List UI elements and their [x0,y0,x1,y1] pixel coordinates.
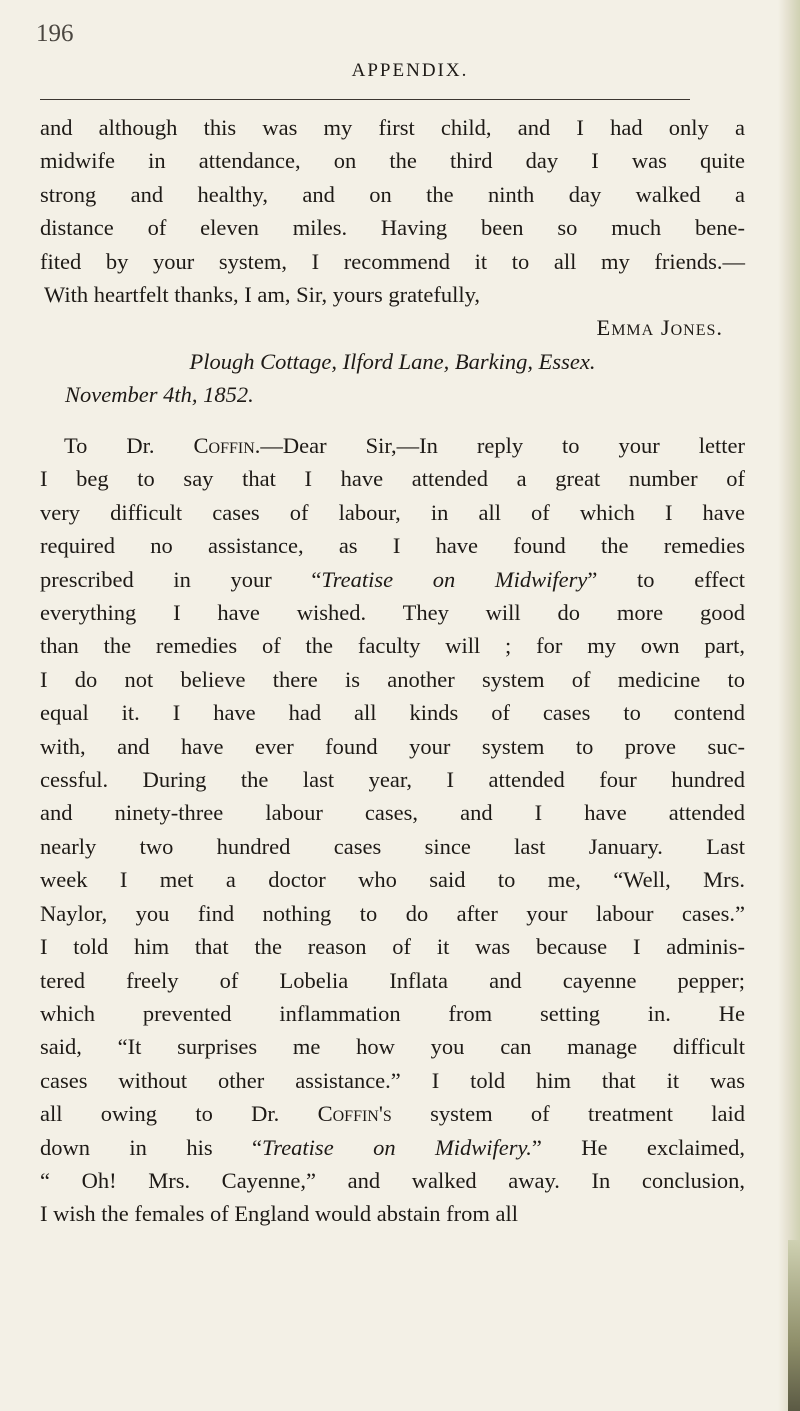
page-edge-stain [788,1240,800,1411]
text-fragment: down in his “ [40,1134,262,1160]
text-line: midwife in attendance, on the third day I was quite [40,148,745,174]
signature: Emma Jones. [596,315,723,341]
text-line: which prevented inflammation from setting in. He [40,1000,745,1026]
text-fragment: all owing to Dr. [40,1101,280,1127]
text-line: strong and healthy, and on the ninth day walked a [40,181,745,207]
text-line: everything I have wished. They will do more good [40,600,745,626]
text-line: Naylor, you find nothing to do after your labour cases.” [40,900,745,926]
text-fragment: prescribed in your “ [40,566,322,592]
text-line: “ Oh! Mrs. Cayenne,” and walked away. In conclusion, [40,1167,745,1193]
salutation-rest: .—Dear Sir,—In reply to your letter [254,433,745,458]
text-line: said, “It surprises me how you can manage difficult [40,1034,745,1060]
text-line: and ninety-three labour cases, and I have attended [40,800,745,826]
book-title: Treatise on Midwifery [321,566,588,592]
text-line: fited by your system, I recommend it to all my friends.— [40,248,745,274]
letter-two [40,429,745,1231]
text-line: week I met a doctor who said to me, “Well, Mrs. [40,867,745,893]
treatise-line [40,1131,745,1164]
text-line: with, and have ever found your system to prove suc- [40,733,745,759]
text-line: I wish the females of England would abstain from all [40,1201,519,1227]
text-line: cessful. During the last year, I attended four hundred [40,767,745,793]
salutation [40,429,745,462]
text-line: I beg to say that I have attended a great number of [40,466,745,492]
page-number: 196 [36,20,74,47]
text-line: and although this was my first child, and I had only a [40,115,745,140]
page-edge-shadow [778,0,800,1411]
text-line: cases without other assistance.” I told him that it was [40,1067,745,1093]
doctor-name: Coffin [193,433,255,458]
doctor-name: Coffin's [317,1101,392,1127]
header-rule [40,99,690,100]
text-line: nearly two hundred cases since last January. Last [40,833,745,859]
salutation-prefix: To Dr. [64,433,155,458]
text-line: I do not believe there is another system of medicine to [40,666,745,692]
text-line: equal it. I have had all kinds of cases to contend [40,700,745,726]
text-fragment: ” to effect [587,566,746,592]
text-line: than the remedies of the faculty will ; for my own part, [40,633,745,659]
book-title: Treatise on Midwifery. [262,1134,532,1160]
letter-one [40,111,745,412]
address: Plough Cottage, Ilford Lane, Barking, Essex. [189,348,596,374]
running-head: APPENDIX. [351,60,469,81]
letter-date: November 4th, 1852. [65,382,254,408]
owing-line [40,1097,745,1130]
text-line: distance of eleven miles. Having been so much bene- [40,215,745,241]
text-line: very difficult cases of labour, in all of which I have [40,499,745,525]
text-line: With heartfelt thanks, I am, Sir, yours gratefully, [44,282,480,308]
text-line: required no assistance, as I have found the remedies [40,533,745,559]
text-fragment: system of treatment laid [430,1101,745,1127]
treatise-line [40,563,745,596]
text-fragment: ” He exclaimed, [531,1134,746,1160]
text-line: tered freely of Lobelia Inflata and cayenne pepper; [40,967,745,993]
text-line: I told him that the reason of it was because I adminis- [40,934,745,960]
